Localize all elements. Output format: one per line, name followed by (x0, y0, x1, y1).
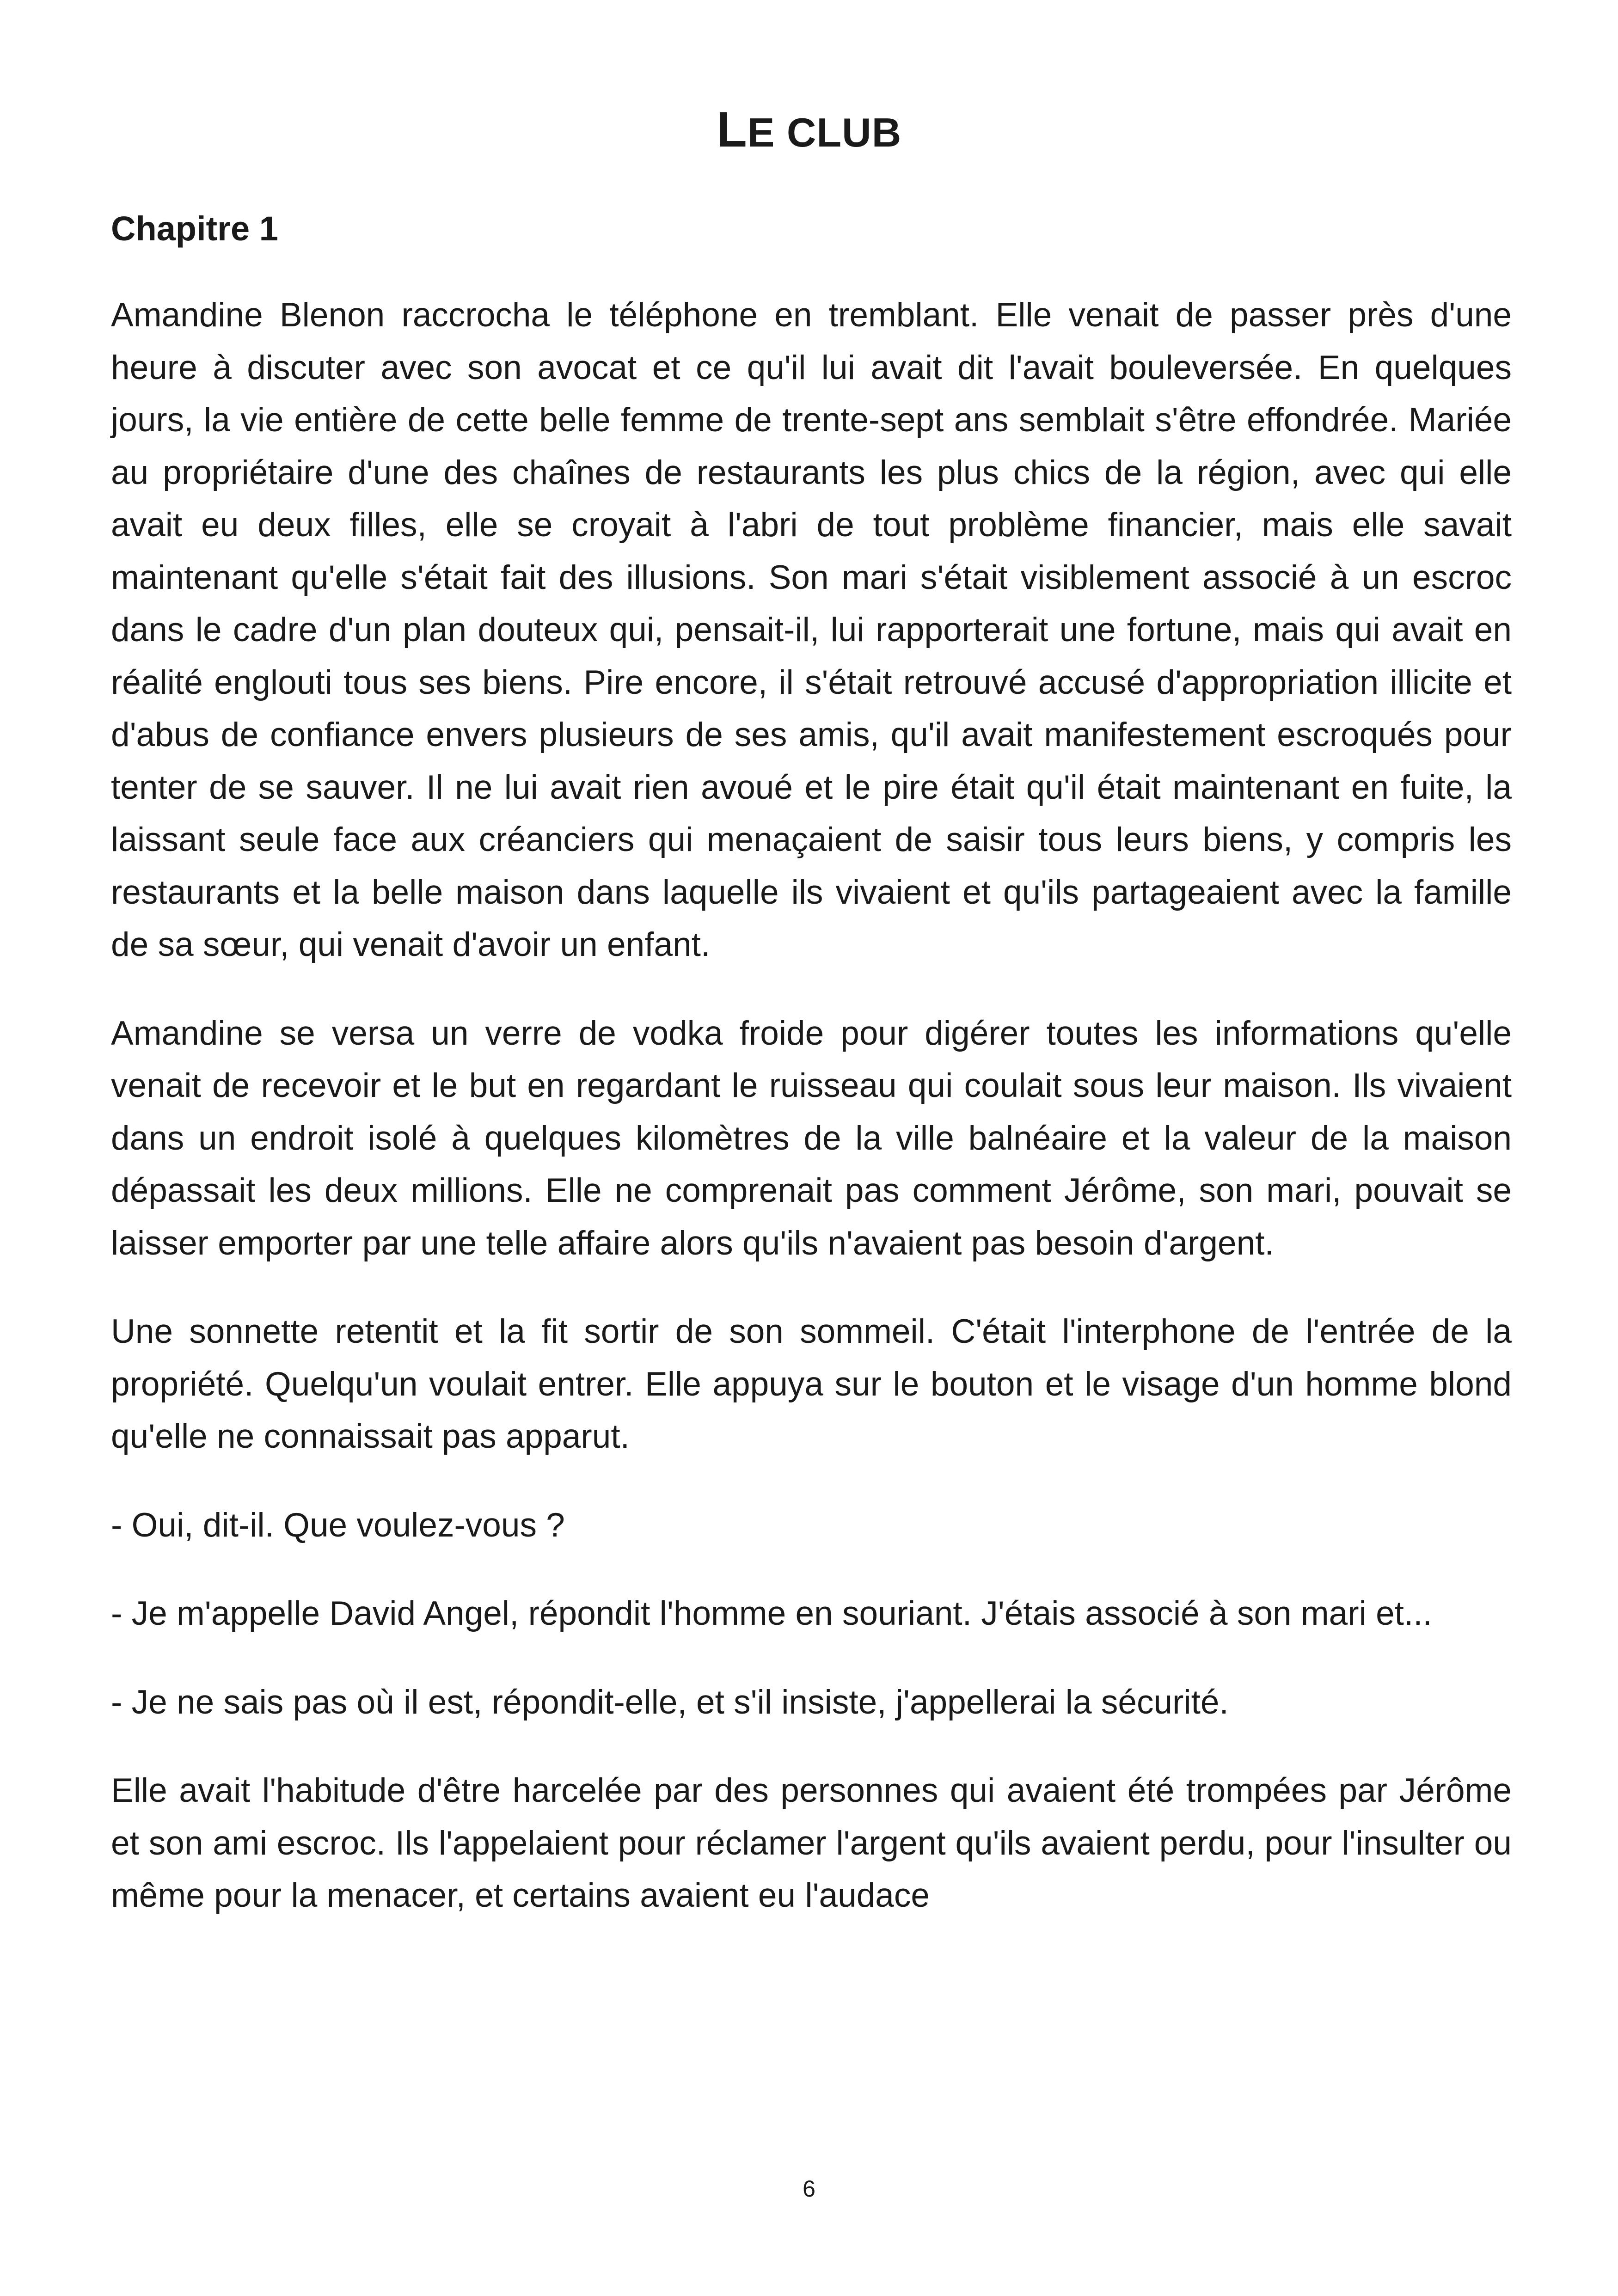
paragraph-4: Elle avait l'habitude d'être harcelée par des personnes qui avaient été trompées par Jérôme et son ami escroc. Ils l'appelaient pour réclamer l'argent qu'ils avaient perdu, pour l'insulter ou même pour la menacer, et certains avaient eu l'audace (111, 1772, 1512, 1914)
chapter-heading: Chapitre 1 (111, 209, 278, 248)
book-title (0, 92, 1618, 170)
book-title-rest: E CLUB (747, 110, 902, 155)
paragraph-1: Amandine Blenon raccrocha le téléphone en tremblant. Elle venait de passer près d'une heure à discuter avec son avocat et ce qu'il lui avait dit l'avait bouleversée. En quelques jours, la vie entière de cette belle femme de trente-sept ans semblait s'être effondrée. Mariée au propriétaire d'une des chaînes de restaurants les plus chics de la région, avec qui elle avait eu deux filles, elle se croyait à l'abri de tout problème financier, mais elle savait maintenant qu'elle s'était fait des illusions. Son mari s'était visiblement associé à un escroc dans le cadre d'un plan douteux qui, pensait-il, lui rapporterait une fortune, mais qui avait en réalité englouti tous ses biens. Pire encore, il s'était retrouvé accusé d'appropriation illicite et d'abus de confiance envers plusieurs de ses amis, qu'il avait manifestement escroqués pour tenter de se sauver. Il ne lui avait rien avoué et le pire était qu'il était maintenant en fuite, la laissant seule face aux créanciers qui menaçaient de saisir tous leurs biens, y compris les restaurants et la belle maison dans laquelle ils vivaient et qu'ils partageaient avec la famille de sa sœur, qui venait d'avoir un enfant. (111, 296, 1512, 963)
paragraph-2: Amandine se versa un verre de vodka froide pour digérer toutes les informations qu'elle venait de recevoir et le but en regardant le ruisseau qui coulait sous leur maison. Ils vivaient dans un endroit isolé à quelques kilomètres de la ville balnéaire et la valeur de la maison dépassait les deux millions. Elle ne comprenait pas comment Jérôme, son mari, pouvait se laisser emporter par une telle affaire alors qu'ils n'avaient pas besoin d'argent. (111, 1014, 1512, 1262)
body-text (111, 289, 1512, 1958)
page-number: 6 (803, 2176, 815, 2202)
dialogue-line-2: - Je m'appelle David Angel, répondit l'homme en souriant. J'étais associé à son mari et... (111, 1595, 1432, 1632)
book-title-initial: L (716, 101, 748, 157)
dialogue-line-3: - Je ne sais pas où il est, répondit-elle, et s'il insiste, j'appellerai la sécurité. (111, 1683, 1229, 1721)
paragraph-3: Une sonnette retentit et la fit sortir de son sommeil. C'était l'interphone de l'entrée de la propriété. Quelqu'un voulait entrer. Elle appuya sur le bouton et le visage d'un homme blond qu'elle ne connaissait pas apparut. (111, 1313, 1512, 1455)
dialogue-line-1: - Oui, dit-il. Que voulez-vous ? (111, 1506, 565, 1544)
